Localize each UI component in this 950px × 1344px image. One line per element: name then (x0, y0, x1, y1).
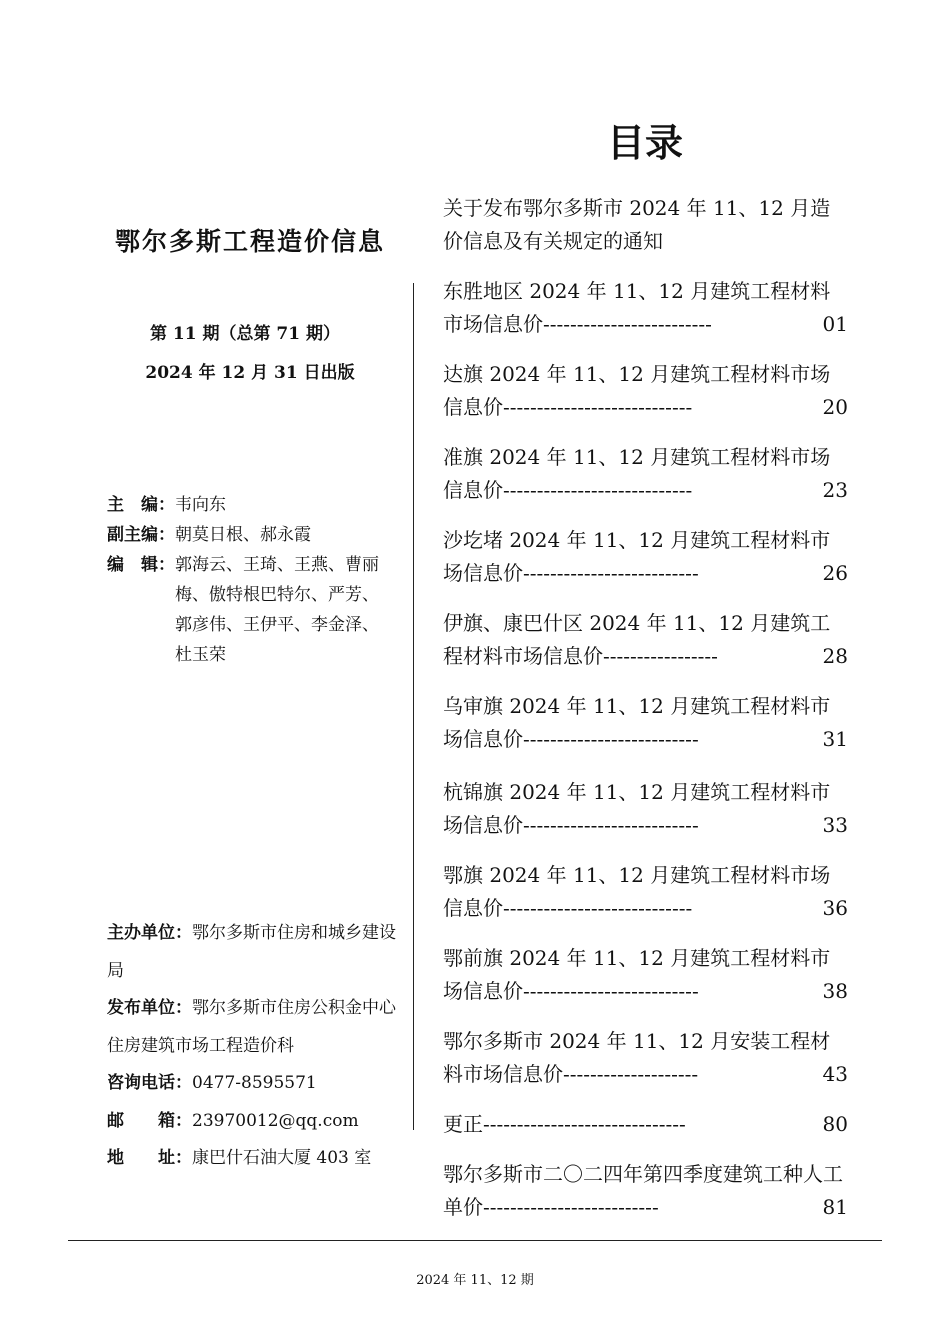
info-row-email (107, 1103, 402, 1141)
toc-item-page: 43 (822, 1062, 848, 1086)
info-row-address (107, 1140, 402, 1178)
info-label: 发布单位： (107, 998, 192, 1018)
info-value: 鄂尔多斯市住房和城乡建设局 (107, 923, 396, 981)
info-value: 23970012@qq.com (192, 1110, 359, 1131)
toc-item[interactable] (443, 607, 848, 673)
toc-item[interactable] (443, 1025, 848, 1091)
toc-item-text: 准旗 2024 年 11、12 月建筑工程材料市场信息价---------------------------- (443, 445, 831, 502)
editorial-board (107, 490, 395, 670)
info-row-sponsor (107, 915, 402, 990)
editor-row-editors (107, 550, 395, 670)
toc-item-text: 乌审旗 2024 年 11、12 月建筑工程材料市场信息价-------------------------- (443, 694, 831, 751)
editor-value: 韦向东 (175, 495, 226, 515)
toc-item-text: 鄂旗 2024 年 11、12 月建筑工程材料市场信息价---------------------------- (443, 863, 831, 920)
toc-item-page: 20 (822, 395, 848, 419)
toc-item[interactable] (443, 275, 848, 341)
publication-title: 鄂尔多斯工程造价信息 (114, 227, 385, 256)
info-row-phone (107, 1065, 402, 1103)
editor-row-chief (107, 490, 395, 520)
toc-item[interactable] (443, 859, 848, 925)
toc-item-page: 23 (822, 478, 848, 502)
info-label: 邮 箱： (107, 1110, 192, 1131)
toc-item-text: 杭锦旗 2024 年 11、12 月建筑工程材料市场信息价-------------------------- (443, 780, 831, 837)
info-label: 地 址： (107, 1148, 192, 1168)
editor-value: 朝莫日根、郝永霞 (175, 525, 311, 545)
toc-item-page: 33 (822, 813, 848, 837)
editor-value: 郭海云、王琦、王燕、曹丽梅、傲特根巴特尔、严芳、郭彦伟、王伊平、李金泽、杜玉荣 (175, 555, 379, 665)
toc-item-text: 鄂尔多斯市二〇二四年第四季度建筑工种人工单价-------------------------- (443, 1162, 843, 1219)
toc-item[interactable] (443, 192, 848, 258)
toc-item-page: 81 (822, 1195, 848, 1219)
info-row-publisher (107, 990, 402, 1065)
toc-title: 目录 (606, 121, 683, 165)
issue-number: 第 11 期（总第 71 期） (150, 324, 340, 344)
toc-item-text: 鄂前旗 2024 年 11、12 月建筑工程材料市场信息价-------------------------- (443, 946, 831, 1003)
publisher-info (107, 915, 402, 1178)
editor-label: 副主编： (107, 525, 175, 545)
info-value: 0477-8595571 (192, 1073, 317, 1093)
table-of-contents (443, 192, 848, 1224)
toc-item-page: 28 (822, 644, 848, 668)
toc-item-text: 更正------------------------------ (443, 1112, 686, 1136)
toc-item-text: 鄂尔多斯市 2024 年 11、12 月安装工程材料市场信息价-------------------- (443, 1029, 831, 1086)
toc-item-text: 达旗 2024 年 11、12 月建筑工程材料市场信息价---------------------------- (443, 362, 831, 419)
toc-item-page: 26 (822, 561, 848, 585)
toc-item[interactable] (443, 942, 848, 1008)
footer-rule (68, 1240, 882, 1241)
toc-item[interactable] (443, 690, 848, 756)
info-label: 咨询电话： (107, 1073, 192, 1093)
toc-item[interactable] (443, 776, 848, 842)
editor-label: 编 辑： (107, 555, 175, 575)
toc-item-text: 东胜地区 2024 年 11、12 月建筑工程材料市场信息价------------------------- (443, 279, 831, 336)
footer-issue: 2024 年 11、12 期 (416, 1273, 534, 1288)
toc-item-text: 关于发布鄂尔多斯市 2024 年 11、12 月造价信息及有关规定的通知 (443, 196, 831, 253)
toc-item-page: 38 (822, 979, 848, 1003)
toc-item-page: 01 (822, 312, 848, 336)
editor-row-deputy (107, 520, 395, 550)
column-divider (413, 283, 414, 1130)
info-label: 主办单位： (107, 923, 192, 943)
toc-item-text: 沙圪堵 2024 年 11、12 月建筑工程材料市场信息价-------------------------- (443, 528, 831, 585)
editor-label: 主 编： (107, 495, 175, 515)
toc-item-page: 31 (822, 727, 848, 751)
toc-item-page: 80 (822, 1112, 848, 1136)
toc-item[interactable] (443, 441, 848, 507)
toc-item-text: 伊旗、康巴什区 2024 年 11、12 月建筑工程材料市场信息价----------------- (443, 611, 831, 668)
info-value: 康巴什石油大厦 403 室 (192, 1148, 372, 1168)
toc-item-page: 36 (822, 896, 848, 920)
toc-item[interactable] (443, 524, 848, 590)
toc-item[interactable] (443, 1158, 848, 1224)
publication-date: 2024 年 12 月 31 日出版 (145, 363, 355, 383)
toc-item[interactable] (443, 358, 848, 424)
info-value: 鄂尔多斯市住房公积金中心住房建筑市场工程造价科 (107, 998, 396, 1056)
toc-item[interactable] (443, 1108, 848, 1141)
